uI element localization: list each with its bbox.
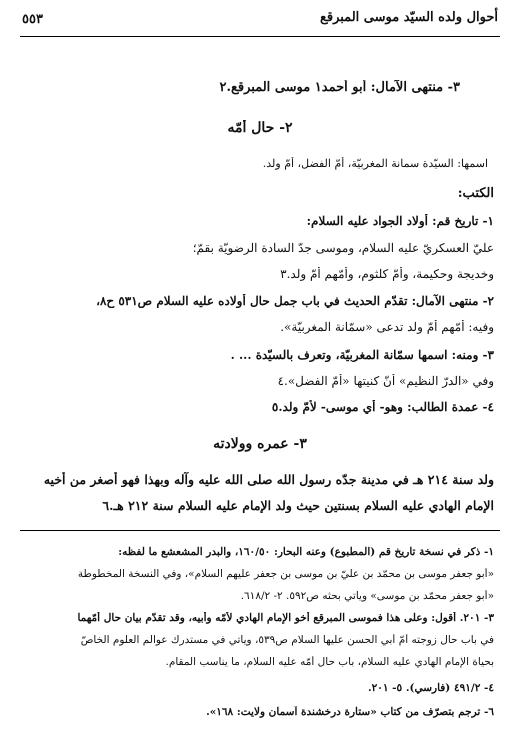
mother-text: اسمها: السيّدة سمانة المغربيّة، أمّ الفضل، أمّ ولد. (262, 157, 488, 170)
running-header-title: أحوال ولده السيّد موسى المبرقع (319, 10, 498, 25)
footnote-line: ٤- ٤٩١/٢ (فارسي). ٥- ٢٠١. (367, 682, 494, 694)
book-line: ٤- عمدة الطالب: وهو- أي موسى- لأمّ ولد.٥ (271, 400, 494, 414)
book-line: ١- تاريخ قم: أولاد الجواد عليه السلام: (306, 214, 494, 228)
footnote-divider (20, 530, 500, 531)
book-line: وخديجة وحكيمة، وأمّ كلثوم، وأمّهم أمّ ولد.٣ (280, 267, 494, 281)
footnote-line: بحياة الإمام الهادي عليه السلام، باب حال أمّه عليه السلام، ما يناسب المقام. (165, 656, 494, 668)
footnote-line: في باب حال زوجته أمّ أبي الحسن عليها السلام ص٥٣٩، ويأتي في مستدرك عوالم العلوم الخاصّ (80, 634, 494, 646)
footnote-line: «أبو جعفر موسى بن محمّد بن عليّ بن موسى بن جعفر عليهم السلام»، وفي النسخة المخطوطة (77, 568, 494, 580)
footnote-line: ٣- ٢٠١. أقول: وعلى هذا فموسى المبرقع أخو الإمام الهادي لأمّه وأبيه، وقد تقدّم بيان حال أمّهما (77, 612, 494, 624)
books-label: الكتب: (457, 186, 494, 201)
book-line: عليّ العسكريّ عليه السلام، وموسى جدّ السادة الرضويّة بقمّ؛ (192, 241, 494, 255)
age-line: الإمام الهادي عليه السلام بسنتين حيث ولد الإمام عليه السلام سنة ٢١٢ هـ.٦ (102, 498, 494, 513)
heading-mother: ٢- حال أمّه (227, 120, 293, 136)
book-line: ٣- ومنه: اسمها سمّانة المغربيّة، وتعرف بالسيّدة ... . (230, 348, 494, 362)
book-line: وفي «الدرّ النظيم» أنّ كنيتها «أمّ الفضل».٤ (277, 374, 494, 388)
heading-age: ٣- عمره وولادته (213, 436, 307, 452)
section-line: ٣- منتهى الآمال: أبو أحمد١ موسى المبرقع.٢ (219, 80, 460, 95)
header-divider (20, 36, 500, 37)
footnote-line: ٦- ترجم بتصرّف من كتاب «ستارة درخشندة آسمان ولايت: ١٦٨». (206, 706, 494, 718)
book-line: وفيه: أمّهم أمّ ولد تدعى «سمّانة المغربيّة». (280, 320, 494, 334)
age-line: ولد سنة ٢١٤ هـ في مدينة جدّه رسول الله صلى الله عليه وآله وبهذا فهو أصغر من أخيه (43, 472, 494, 487)
book-line: ٢- منتهى الآمال: تقدّم الحديث في باب جمل حال أولاده عليه السلام ص٥٣١ ح٨، (96, 294, 494, 308)
footnote-line: ١- ذكر في نسخة تاريخ قم (المطبوع) وعنه البحار: ١٦٠/٥٠، والبدر المشعشع ما لفظه: (118, 546, 494, 558)
footnote-line: «أبو جعفر محمّد بن موسى» ويأتي بحثه ص٥٩٢. ٢- ٦١٨/٢. (240, 590, 494, 602)
page-number: ٥٥٣ (22, 12, 43, 27)
